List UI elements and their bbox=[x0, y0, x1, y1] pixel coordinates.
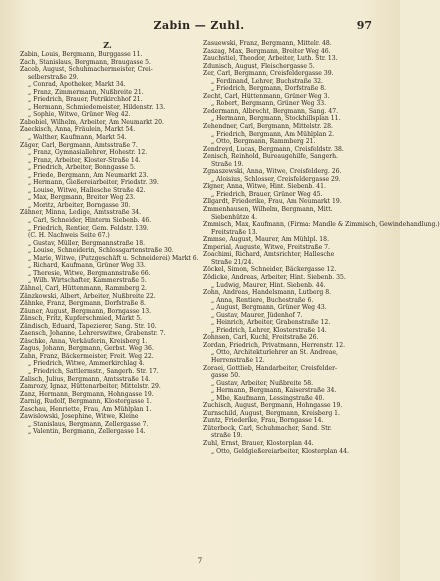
directory-entry: Herrenstraße 12. bbox=[211, 356, 265, 364]
directory-entry: Zgnaszewski, Anna, Witwe, Creisfelderg. 26. bbox=[203, 168, 342, 176]
directory-entry: Zuchisch, August, Bergmann, Hohngasse 19. bbox=[203, 402, 343, 410]
directory-entry: Zasuewski, Franz, Bergmann, Mittelr. 48. bbox=[203, 40, 332, 47]
directory-entry: „ Hermann, Gießereiarbeiter, Friedstr. 39. bbox=[28, 179, 159, 187]
directory-entry: „ Otto, Architekturlehrer an St. Andreae, bbox=[211, 349, 338, 357]
directory-entry: „ Friedrich, Brauer, Petrikirchhof 21. bbox=[28, 96, 143, 104]
directory-entry: Zamrozy, Ignaz, Hüttenarbeiter, Mittelstr. 29. bbox=[20, 383, 161, 391]
directory-entry: „ Richard, Kaufmann, Grüner Weg 33. bbox=[28, 262, 146, 270]
directory-entry: Zurnschild, August, Bergmann, Kreisberg 1. bbox=[203, 409, 340, 417]
column-divider bbox=[199, 40, 200, 555]
directory-entry: „ Hermann, Schmiedemeister, Hildenstr. 13. bbox=[28, 103, 166, 111]
directory-entry: Zehendner, Carl, Bergmann, Mittelstr. 28. bbox=[203, 123, 333, 131]
directory-entry: Zllgardt, Friederike, Frau, Am Neumarkt 19. bbox=[203, 198, 342, 206]
directory-entry: Zoraei, Gottlieb, Handarbeiter, Creisfelder- bbox=[203, 364, 338, 372]
directory-entry: „ Moritz, Arbeiter, Borngasse 30. bbox=[28, 201, 131, 209]
directory-entry: Zaensch, Johanne, Lehrerswitwe, Grabenstr. 7. bbox=[20, 330, 166, 338]
directory-entry: Zähnel, Carl, Hüttenmann, Rammberg 2. bbox=[20, 284, 147, 292]
directory-entry: Zaeckisch, Anna, Fräulein, Markt 54. bbox=[20, 126, 136, 134]
directory-entry: „ August, Bergmann, Grüner Weg 43. bbox=[211, 304, 327, 312]
directory-entry: „ Conrad, Apotheker, Markt 34. bbox=[28, 81, 126, 89]
directory-entry: „ Hermann, Bergmann, Stockhillsplan 11. bbox=[211, 115, 341, 123]
directory-entry: Zöckel, Simon, Schneider, Bäckergasse 12. bbox=[203, 266, 337, 274]
directory-entry: „ Carl, Schneider, Hinterm Siebenb. 46. bbox=[28, 217, 152, 225]
page-footer-mark: 7 bbox=[197, 557, 203, 565]
directory-entry: „ Friedrich, Sattlermstr., Sangerh. Str. 17. bbox=[28, 367, 159, 375]
directory-entry: Zäuner, August, Bergmann, Borngasse 13. bbox=[20, 307, 152, 315]
right-column bbox=[203, 40, 440, 555]
directory-entry: „ Anna, Rentiere, Buchestraße 6. bbox=[211, 296, 314, 304]
directory-entry: Zänzkowski, Albert, Arbeiter, Nußbreite 22. bbox=[20, 292, 156, 300]
page-title: Zabin — Zuhl. bbox=[153, 19, 245, 32]
directory-entry: „ Friedrich, Bergmann, Dorfstraße 8. bbox=[211, 85, 327, 93]
directory-entry: Freitstraße 13. bbox=[211, 228, 258, 236]
directory-entry: „ Gustav, Arbeiter, Nußbreite 58. bbox=[211, 379, 314, 387]
directory-entry: Zuntz, Friederike, Frau, Borngasse 14. bbox=[203, 417, 324, 425]
directory-entry: straße 19. bbox=[211, 432, 243, 440]
directory-entry: Züterbock, Carl, Schuhmacher, Sand. Str. bbox=[203, 424, 332, 432]
directory-entry: Zacob, August, Schuhmachermeister, Crei- bbox=[20, 66, 153, 74]
directory-entry: „ Friedrich, Rentier, Gem. Feldstr. 139. bbox=[28, 224, 149, 232]
page-header bbox=[26, 19, 372, 33]
left-column bbox=[20, 40, 199, 555]
directory-entry: Zanz, Hermann, Bergmann, Hohngasse 19. bbox=[20, 390, 154, 398]
directory-entry: „ Friedrich, Lehrer, Klosterstraße 14. bbox=[211, 326, 327, 334]
directory-entry: „ Friede, Bergmann, Am Neumarkt 23. bbox=[28, 171, 149, 179]
directory-entry: Zendreyd, Lucas, Bergmann, Creisfeldstr. 38. bbox=[203, 145, 344, 153]
directory-entry: Zabobiel, Wilhelm, Arbeiter, Am Neumarkt 20. bbox=[20, 118, 164, 126]
directory-entry: „ Max, Bergmann, Breiter Weg 23. bbox=[28, 194, 136, 202]
directory-entry: Zödicke, Andreas, Arbeiter, Hint. Siebenb. 35. bbox=[203, 273, 346, 281]
directory-entry: „ Hermann, Bergmann, Kaiserstraße 34. bbox=[211, 387, 337, 395]
directory-entry: selberstraße 29. bbox=[28, 73, 79, 81]
directory-entry: Zer, Carl, Bergmann, Creisfeldergasse 39. bbox=[203, 70, 334, 78]
directory-entry: „ Walther, Kaufmann, Markt 54. bbox=[28, 134, 127, 142]
directory-entry: „ Heinrich, Arbeiter, Grabenstraße 12. bbox=[211, 319, 331, 327]
directory-entry: Zabin, Louis, Bergmann, Burggasse 11. bbox=[20, 51, 143, 58]
directory-entry: „ Friedrich, Bergmann, Am Mühlplan 2. bbox=[211, 130, 335, 138]
directory-entry: Zohnsen, Carl, Kuchl, Freitstraße 26. bbox=[203, 334, 319, 342]
directory-entry: Zmperial, Auguste, Witwe, Freitstraße 7. bbox=[203, 243, 330, 251]
directory-entry: Zlgner, Anna, Witwe, Hint. Siebenb. 41. bbox=[203, 183, 326, 191]
directory-entry: Zenisch, Reinhold, Bureaugehilfe, Sangerh. bbox=[203, 153, 338, 161]
directory-entry: „ Ludwig, Maurer, Hint. Siebenb. 44. bbox=[211, 281, 326, 289]
directory-entry: Zuhl, Ernst, Brauer, Klosterplan 44. bbox=[203, 439, 314, 447]
directory-entry: „ Franz, Gymnasiallehrer, Hohestr. 12. bbox=[28, 149, 148, 157]
directory-entry: „ Theresie, Witwe, Bergmannstraße 66. bbox=[28, 269, 151, 277]
directory-entry: „ Friedrich, Brauer, Grüner Weg 45. bbox=[211, 190, 323, 198]
directory-entry: „ Gustav, Maurer, Jüdenhof 7. bbox=[211, 311, 303, 319]
directory-entry: Zmmse, August, Maurer, Am Mühlpl. 18. bbox=[203, 236, 330, 244]
directory-entry: Zedermann, Albrecht, Bergmann, Sang. 47. bbox=[203, 107, 339, 115]
directory-entry: „ Valentin, Bergmann, Zellergasse 14. bbox=[28, 428, 146, 436]
directory-entry: „ Franz, Zimmermann, Nußbreite 21. bbox=[28, 88, 144, 96]
directory-entry: gasse 50. bbox=[211, 372, 241, 380]
directory-entry: „ Robert, Bergmann, Grüner Weg 33. bbox=[211, 100, 327, 108]
directory-entry: Zmmenhausen, Wilhelm, Bergmann, Mitt. bbox=[203, 206, 333, 214]
directory-entry: „ Ferdinand, Lehrer, Buchstraße 32. bbox=[211, 77, 323, 85]
directory-entry: Straße 21/24. bbox=[211, 258, 254, 266]
directory-entry: Zäschke, Anna, Verkäuferin, Kreisberg 1. bbox=[20, 337, 148, 345]
directory-entry: „ Sophie, Witwe, Grüner Weg 42. bbox=[28, 111, 131, 119]
directory-entry: Zmmisch, Max, Kaufmann, (Firma: Mandle & Zimmisch, Gewindehandlung.) bbox=[203, 221, 440, 229]
directory-entry: Zauchstiel, Theodor, Arbeiter, Luth. Str. 13. bbox=[203, 55, 338, 63]
directory-entry: Zordan, Friedrich, Privatmann, Herrenstr. 12. bbox=[203, 341, 346, 349]
directory-entry: Zoachimi, Richard, Amtsrichter, Hallesche bbox=[203, 251, 335, 259]
directory-entry: Zähnke, Franz, Bergmann, Dorfstraße 8. bbox=[20, 300, 146, 308]
directory-entry: „ Franz, Arbeiter, Kloster-Straße 14. bbox=[28, 156, 141, 164]
directory-entry: „ Marie, Witwe, (Putzgeschäft u. Schneiderei) Markt 6. bbox=[28, 254, 199, 262]
page-number: 97 bbox=[356, 19, 372, 32]
directory-entry: Zecht, Carl, Hüttenmann, Grüner Weg 3. bbox=[203, 92, 330, 100]
directory-entry: „ Mbe, Kaufmann, Lessingstraße 40. bbox=[211, 394, 325, 402]
directory-entry: „ Louise, Schneiderin, Schlossgartenstraße 30. bbox=[28, 247, 174, 255]
directory-entry: Zalisch, Julius, Bergmann, Amtsstraße 14. bbox=[20, 375, 151, 383]
directory-entry: Zagus, Johann, Bergmann, Gerbst. Weg 36. bbox=[20, 345, 154, 353]
directory-entry: „ Otto, Geldgießereiarbeiter, Klosterplan 44. bbox=[211, 447, 349, 455]
directory-entry: „ Friedrich, Witwe, Ammerkirchlag 4. bbox=[28, 360, 145, 368]
directory-entry: Zohn, Andreas, Handelsmann, Lutberg 8. bbox=[203, 289, 332, 297]
directory-entry: Zach, Stanislaus, Bergmann, Braugasse 5. bbox=[20, 58, 151, 66]
directory-entry: „ Friedrich, Arbeiter, Bonngasse 5. bbox=[28, 164, 136, 172]
section-letter: Z. bbox=[103, 40, 112, 50]
directory-entry: „ Louise, Witwe, Hallesche Straße 42. bbox=[28, 186, 146, 194]
directory-entry: Zänsch, Fritz, Kupferschmied, Markt 5. bbox=[20, 315, 143, 323]
directory-entry: „ Aloisius, Schlosser, Creisfeldergasse 29. bbox=[211, 175, 341, 183]
directory-entry: Zarnig, Rudolf, Bergmann, Klostergasse 1. bbox=[20, 398, 152, 406]
directory-entry: Zdunisch, August, Fleischergasse 5. bbox=[203, 62, 315, 70]
directory-entry: Siebenhütze 4. bbox=[211, 213, 258, 221]
directory-entry: Zaschau, Henriette, Frau, Am Mühlplan 1. bbox=[20, 405, 152, 413]
directory-entry: (C. H. Nachweis Seite 67.) bbox=[28, 232, 110, 240]
directory-entry: „ Gustav, Müller, Bergmannstraße 18. bbox=[28, 239, 146, 247]
directory-entry: „ Stanislaus, Bergmann, Zellergasse 7. bbox=[28, 420, 149, 428]
directory-entry: Zawislowski, Josephine, Witwe, Kleine bbox=[20, 413, 139, 421]
directory-entry: Zahn, Franz, Bäckermeister, Freit. Weg 22. bbox=[20, 352, 154, 360]
directory-entry: Zändisch, Eduard, Tapezierer, Sang. Str. 10. bbox=[20, 322, 157, 330]
directory-entry: Zaszag, Max, Bergmann, Breiter Weg 46. bbox=[203, 47, 331, 55]
directory-entry: Zäger, Carl, Bergmann, Amtsstraße 7. bbox=[20, 141, 138, 149]
directory-entry: Zähner, Minna, Ledige, Amtsstraße 34. bbox=[20, 209, 142, 217]
directory-entry: „ Otto, Bergmann, Rammberg 21. bbox=[211, 138, 316, 146]
directory-entry: Straße 19. bbox=[211, 160, 244, 168]
directory-entry: „ Wilh. Wirtschafter, Kammerstraße 5. bbox=[28, 277, 147, 285]
